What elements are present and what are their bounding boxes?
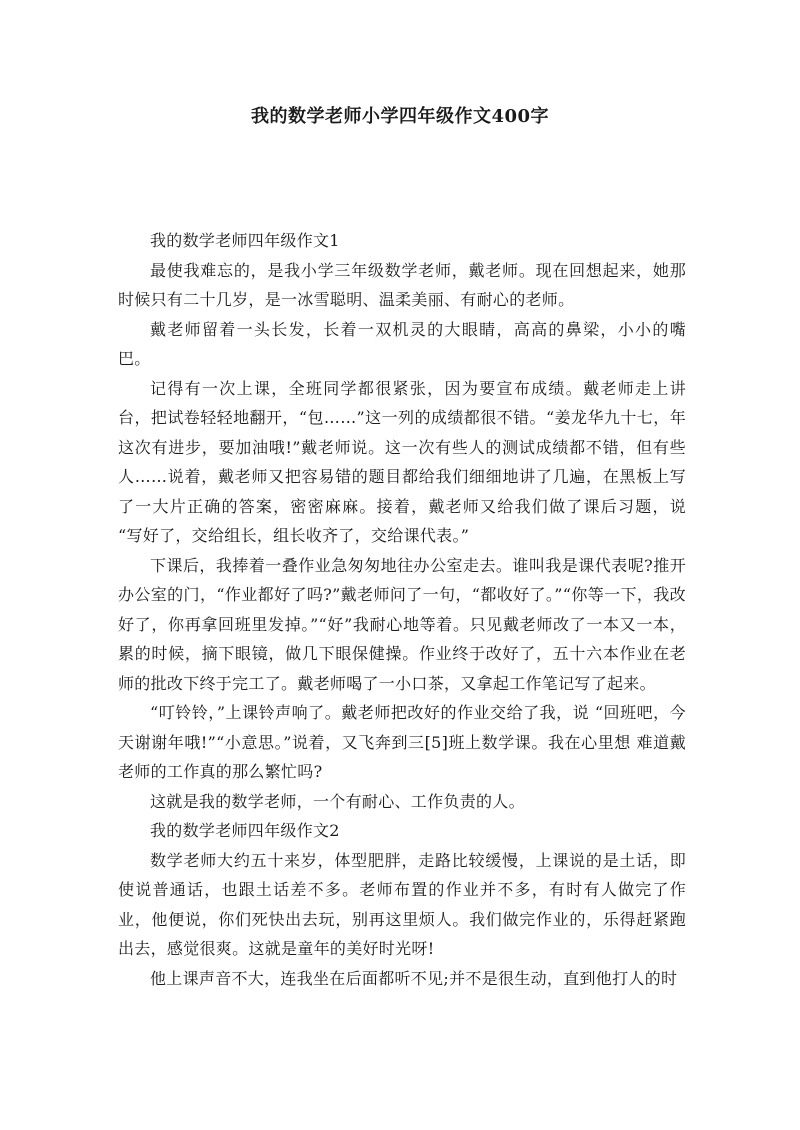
paragraph: 他上课声音不大，连我坐在后面都听不见;并不是很生动，直到他打人的时 [150,968,678,988]
section-heading-2: 我的数学老师四年级作文2 [150,821,340,840]
paragraph: “叮铃铃，”上课铃声响了。戴老师把改好的作业交给了我，说 “回班吧，今天谢谢年哦!”“小意思。”说着，又飞奔到三[5]班上数学课。我在心里想 难道戴老师的工作真的那么繁忙吗? [118,703,686,781]
section-heading-1: 我的数学老师四年级作文1 [150,231,340,250]
document-title: 我的数学老师小学四年级作文400字 [250,106,550,127]
document-body [118,226,686,993]
paragraph: 这就是我的数学老师，一个有耐心、工作负责的人。 [150,791,525,811]
paragraph: 戴老师留着一头长发，长着一双机灵的大眼睛，高高的鼻梁，小小的嘴巴。 [118,319,686,368]
paragraph: 下课后，我捧着一叠作业急匆匆地往办公室走去。谁叫我是课代表呢?推开办公室的门，“作业都好了吗?”戴老师问了一句，“都收好了。”“你等一下，我改好了，你再拿回班里发掉。”“好”我耐心地等着。只见戴老师改了一本又一本，累的时候，摘下眼镜，做几下眼保健操。作业终于改好了，五十六本作业在老师的批改下终于完工了。戴老师喝了一小口茶，又拿起工作笔记写了起来。 [118,555,686,693]
paragraph: 数学老师大约五十来岁，体型肥胖，走路比较缓慢，上课说的是土话，即使说普通话，也跟土话差不多。老师布置的作业并不多，有时有人做完了作业，他便说，你们死快出去玩，别再这里烦人。我们做完作业的，乐得赶紧跑出去，感觉很爽。这就是童年的美好时光呀! [118,850,686,958]
paragraph: 最使我难忘的，是我小学三年级数学老师，戴老师。现在回想起来，她那时候只有二十几岁，是一冰雪聪明、温柔美丽、有耐心的老师。 [118,260,686,309]
paragraph: 记得有一次上课，全班同学都很紧张，因为要宣布成绩。戴老师走上讲台，把试卷轻轻地翻开，“包……”这一列的成绩都很不错。“姜龙华九十七，年这次有进步，要加油哦!”戴老师说。这一次有些人的测试成绩都不错，但有些人……说着，戴老师又把容易错的题目都给我们细细地讲了几遍，在黑板上写了一大片正确的答案，密密麻麻。接着，戴老师又给我们做了课后习题，说 “写好了，交给组长，组长收齐了，交给课代表。” [118,378,686,545]
